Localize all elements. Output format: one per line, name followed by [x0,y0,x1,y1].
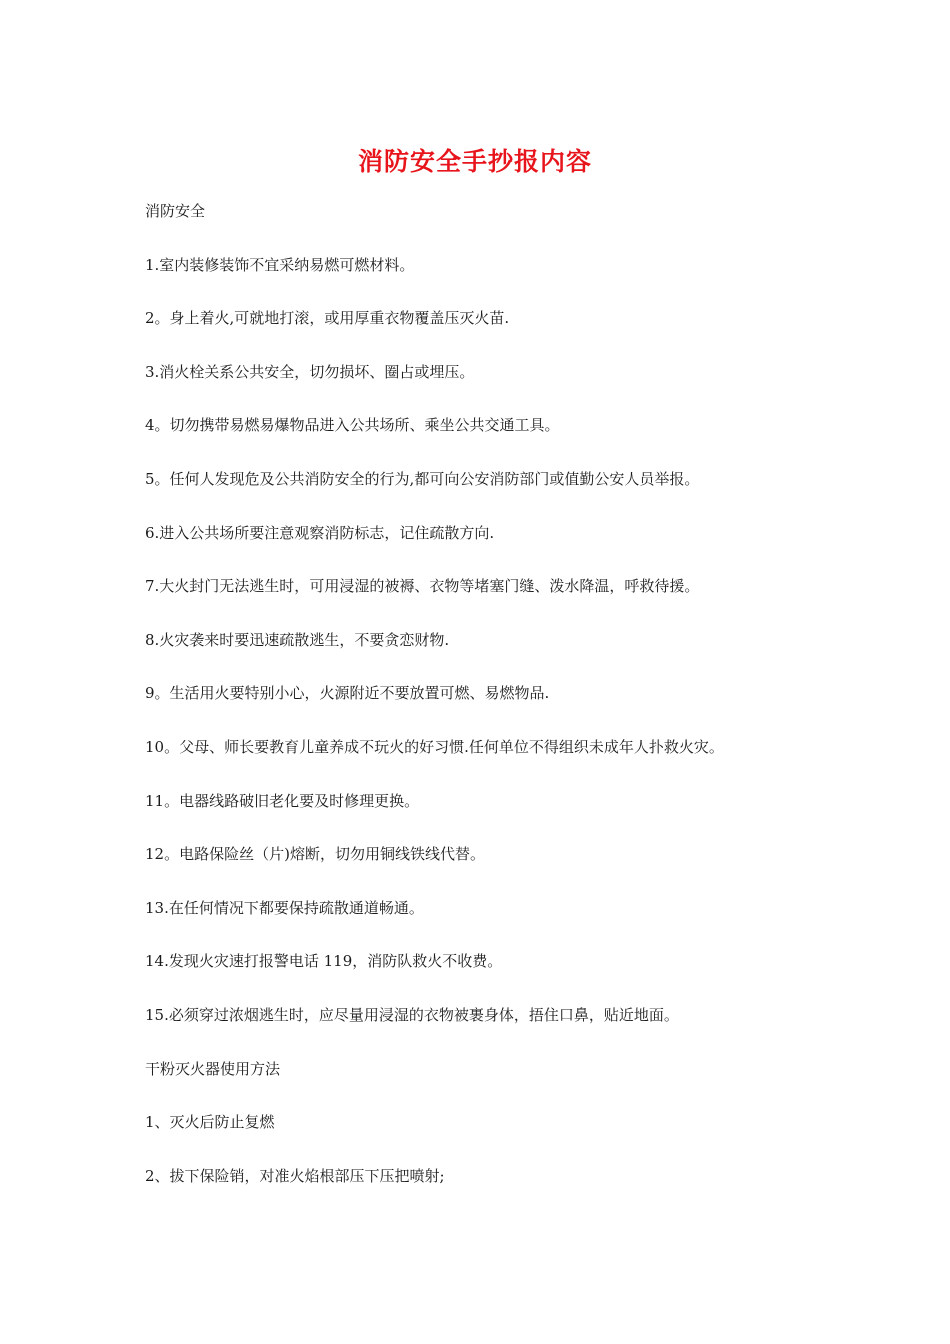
list-item: 13.在任何情况下都要保持疏散通道畅通。 [145,898,424,917]
list-item: 15.必须穿过浓烟逃生时，应尽量用浸湿的衣物被裹身体，捂住口鼻，贴近地面。 [145,1005,679,1024]
document-title: 消防安全手抄报内容 [357,147,592,176]
list-item: 3.消火栓关系公共安全，切勿损坏、圈占或埋压。 [145,362,475,381]
list-item: 8.火灾袭来时要迅速疏散逃生，不要贪恋财物. [145,630,450,649]
list-item: 14.发现火灾速打报警电话 119，消防队救火不收费。 [145,952,503,971]
document-body [145,200,925,1218]
list-item: 12。电路保险丝（片)熔断，切勿用铜线铁线代替。 [145,845,485,864]
list-item: 2、拔下保险销，对准火焰根部压下压把喷射; [145,1166,445,1185]
list-item: 11。电器线路破旧老化要及时修理更换。 [145,791,420,810]
list-item: 2。身上着火,可就地打滚，或用厚重衣物覆盖压灭火苗. [145,309,510,328]
list-item: 1.室内装修装饰不宜采纳易燃可燃材料。 [145,255,415,274]
list-item: 5。任何人发现危及公共消防安全的行为,都可向公安消防部门或值勤公安人员举报。 [145,469,700,488]
list-item: 4。切勿携带易燃易爆物品进入公共场所、乘坐公共交通工具。 [145,416,560,435]
list-item: 9。生活用火要特别小心，火源附近不要放置可燃、易燃物品. [145,684,550,703]
section-heading-extinguisher-usage: 干粉灭火器使用方法 [145,1059,281,1078]
section-heading-fire-safety: 消防安全 [145,202,206,220]
list-item: 1、灭火后防止复燃 [145,1113,275,1132]
list-item: 6.进入公共场所要注意观察消防标志，记住疏散方向. [145,523,495,542]
list-item: 10。父母、师长要教育儿童养成不玩火的好习惯.任何单位不得组织未成年人扑救火灾。 [145,737,724,756]
list-item: 7.大火封门无法逃生时，可用浸湿的被褥、衣物等堵塞门缝、泼水降温，呼救待援。 [145,577,700,596]
